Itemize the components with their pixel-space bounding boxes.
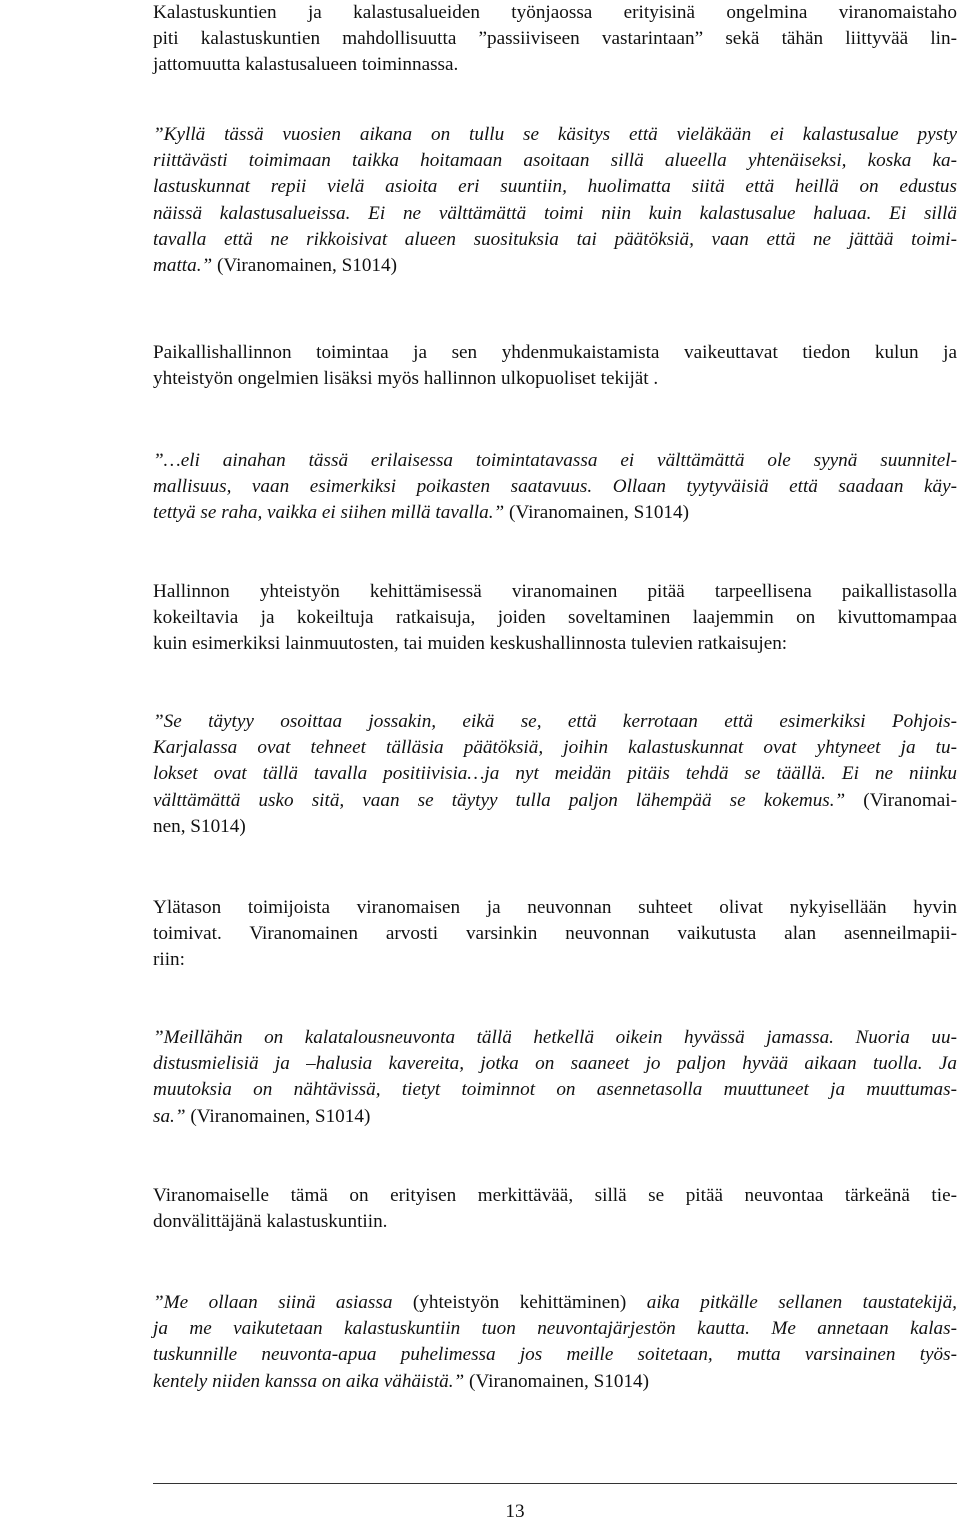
footer-divider <box>153 1483 957 1484</box>
quote-line: riittävästi toimimaan taikka hoitamaan asoitaan sillä alueella yhtenäiseksi, koska ka- <box>153 150 957 172</box>
text-line: Viranomaiselle tämä on erityisen merkittävää, sillä se pitää neuvontaa tärkeänä tie- <box>153 1185 957 1206</box>
quote-last-line <box>153 1104 957 1130</box>
quote-source: (Viranomai- <box>845 789 957 811</box>
page-number: 13 <box>505 1501 525 1522</box>
quote-line: tuskunnille neuvonta-apua puhelimessa jos meille soitetaan, mutta varsinainen työs- <box>153 1344 957 1366</box>
quote-line: ”Se täytyy osoittaa jossakin, eikä se, että kerrotaan että esimerkiksi Pohjois- <box>153 711 957 732</box>
quote-line: distusmielisiä ja –halusia kavereita, jotka on saaneet jo paljon hyvää aikaan tuolla. Ja <box>153 1053 957 1075</box>
quote-text: sa.” <box>153 1105 186 1127</box>
interview-quote-4 <box>153 1025 957 1130</box>
quote-source: (Viranomainen, S1014) <box>504 502 690 524</box>
text-line: Paikallishallinnon toimintaa ja sen yhdenmukaistamista vaikeuttavat tiedon kulun ja <box>153 342 957 363</box>
quote-line-mixed <box>153 1290 957 1316</box>
text-line: Hallinnon yhteistyön kehittämisessä viranomainen pitää tarpeellisena paikallistasolla <box>153 581 957 602</box>
quote-text: välttämättä usko sitä, vaan se täytyy tulla paljon lähempää se kokemus.” <box>153 789 846 811</box>
quote-source: (Viranomainen, S1014) <box>464 1370 650 1392</box>
text-line: kuin esimerkiksi lainmuutosten, tai muiden keskushallinnosta tulevien ratkaisujen: <box>153 633 788 655</box>
body-paragraph-1 <box>153 0 957 79</box>
quote-line: ”Meillähän on kalatalousneuvonta tällä hetkellä oikein hyvässä jamassa. Nuoria uu- <box>153 1027 957 1048</box>
text-line: riin: <box>153 949 185 971</box>
quote-text: ”Me ollaan siinä asiassa <box>153 1292 393 1313</box>
text-line: toimivat. Viranomainen arvosti varsinkin neuvonnan vaikutusta alan asenneilmapii- <box>153 923 957 945</box>
quote-line: ”…eli ainahan tässä erilaisessa toimintatavassa ei välttämättä ole syynä suunnitel- <box>153 450 957 471</box>
quote-last-line <box>153 1369 957 1395</box>
quote-line: lokset ovat tällä tavalla positiivisia…ja nyt meidän pitäis tehdä se täällä. Ei ne niinku <box>153 763 957 785</box>
quote-source: (Viranomainen, S1014) <box>212 255 398 277</box>
quote-text: tettyä se raha, vaikka ei siihen millä tavalla.” <box>153 502 505 524</box>
quote-line: ja me vaikutetaan kalastuskuntiin tuon neuvontajärjestön kautta. Me annetaan kalas- <box>153 1318 957 1340</box>
text-line: jattomuutta kalastusalueen toiminnassa. <box>153 54 459 76</box>
quote-line: mallisuus, vaan esimerkiksi poikasten saatavuus. Ollaan tyytyväisiä että saadaan käy- <box>153 476 957 498</box>
text-line: donvälittäjänä kalastuskuntiin. <box>153 1211 388 1233</box>
interview-quote-3 <box>153 709 957 840</box>
body-paragraph-3 <box>153 579 957 658</box>
quote-last-line <box>153 253 957 279</box>
text-line: yhteistyön ongelmien lisäksi myös hallinnon ulkopuoliset tekijät . <box>153 368 659 390</box>
body-paragraph-2 <box>153 340 957 392</box>
quote-line: ”Kyllä tässä vuosien aikana on tullu se käsitys että vieläkään ei kalastusalue pysty <box>153 124 957 145</box>
quote-text: kentely niiden kanssa on aika vähäistä.” <box>153 1370 465 1392</box>
quote-line: lastuskunnat repii vielä asioita eri suuntiin, huolimatta siitä että heillä on edustus <box>153 176 957 198</box>
body-paragraph-4 <box>153 895 957 974</box>
quote-source: (Viranomainen, S1014) <box>185 1105 371 1127</box>
text-line: Ylätason toimijoista viranomaisen ja neuvonnan suhteet olivat nykyisellään hyvin <box>153 897 957 918</box>
quote-text: matta.” <box>153 255 213 277</box>
quote-line: muutoksia on nähtävissä, tietyt toiminnot on asennetasolla muuttuneet ja muuttumas- <box>153 1079 957 1101</box>
quote-line: tavalla että ne rikkoisivat alueen suosituksia tai päätöksiä, vaan että ne jättää toimi- <box>153 228 957 250</box>
quote-text: aika pitkälle sellanen taustatekijä, <box>646 1292 957 1313</box>
quote-source-continued: nen, S1014) <box>153 815 246 837</box>
text-line: Kalastuskuntien ja kalastusalueiden työnjaossa erityisinä ongelmina viranomaistaho <box>153 2 957 23</box>
interview-quote-2 <box>153 448 957 527</box>
quote-aside: (yhteistyön kehittäminen) <box>392 1292 647 1313</box>
interview-quote-1 <box>153 122 957 279</box>
quote-last-line <box>153 500 957 526</box>
text-line: piti kalastuskuntien mahdollisuutta ”passiiviseen vastarintaan” sekä tähän liittyvää lin- <box>153 28 957 50</box>
body-paragraph-5 <box>153 1183 957 1235</box>
quote-line-with-source <box>153 788 957 814</box>
quote-line: Karjalassa ovat tehneet tälläsia päätöksiä, joihin kalastuskunnat ovat yhtyneet ja tu- <box>153 737 957 759</box>
text-line: kokeiltavia ja kokeiltuja ratkaisuja, joiden soveltaminen laajemmin on kivuttomampaa <box>153 607 957 629</box>
quote-line: näissä kalastusalueissa. Ei ne välttämättä toimi niin kuin kalastusalue haluaa. Ei sillä <box>153 202 957 224</box>
interview-quote-5 <box>153 1290 957 1395</box>
